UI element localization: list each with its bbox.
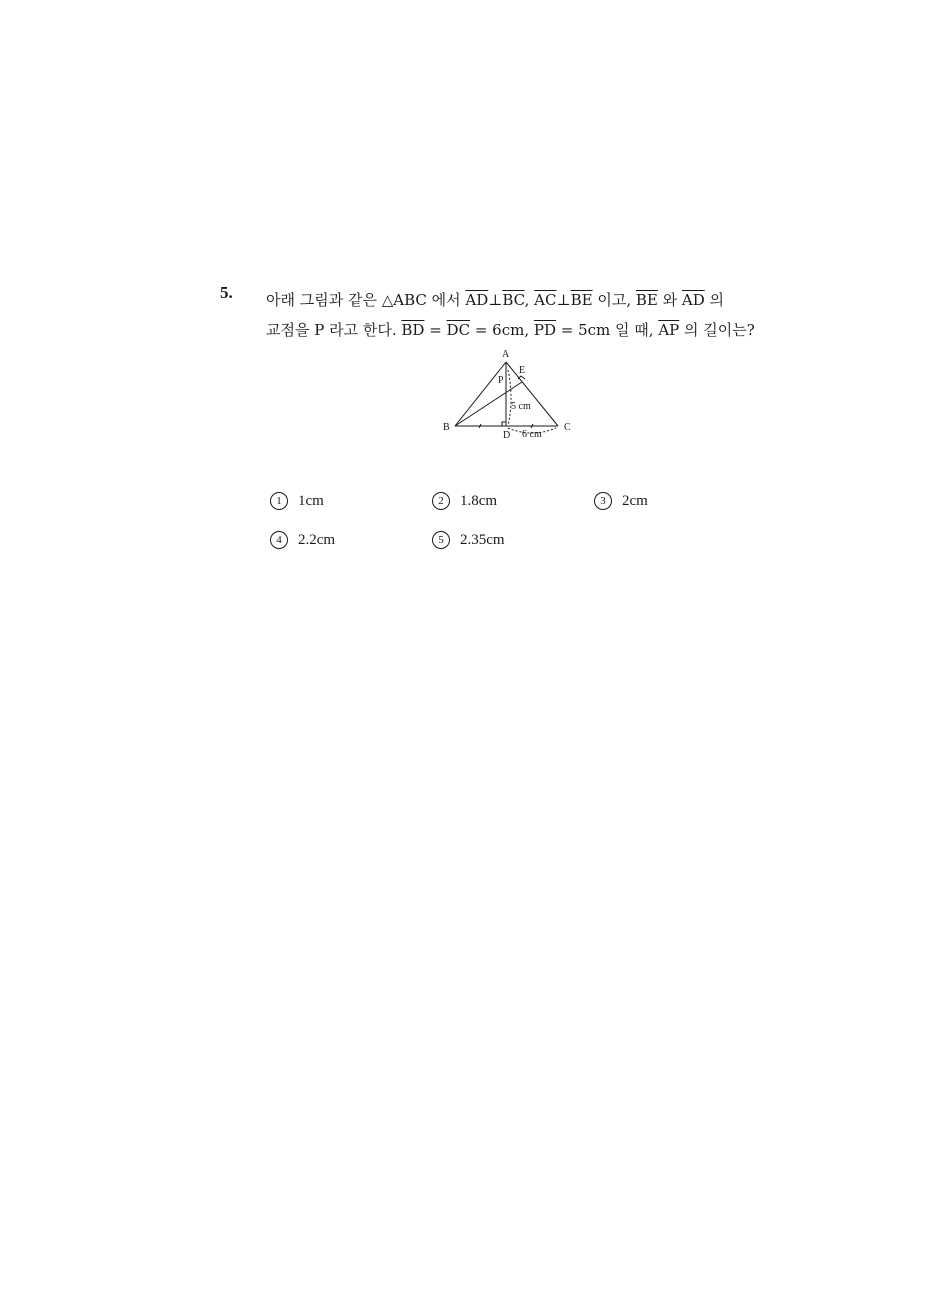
stem-text: = 6cm, — [470, 321, 534, 339]
brace-pd — [508, 370, 511, 426]
stem-text: , — [524, 291, 535, 309]
right-angle-mark-e — [518, 376, 525, 379]
choice-number-circle: 4 — [270, 531, 288, 549]
side-ab — [455, 362, 506, 426]
segment-ad: $\overline{AD}$ — [465, 291, 489, 309]
segment-ad: $\overline{AD}$ — [681, 291, 705, 309]
segment-ac: $\overline{AC}$ — [534, 291, 557, 309]
length-label-dc: 6 cm — [522, 429, 542, 440]
stem-text: = 5cm 일 때, — [556, 321, 659, 339]
question-number: 5. — [220, 283, 233, 302]
choice-text: 2cm — [622, 493, 648, 509]
choice-5[interactable] — [432, 531, 505, 549]
segment-be: $\overline{BE}$ — [635, 291, 658, 309]
stem-text: 와 — [657, 291, 682, 309]
point-label-p: P — [498, 375, 504, 386]
right-angle-mark-d — [502, 422, 506, 426]
point-label-d: D — [503, 430, 511, 441]
choice-number-circle: 1 — [270, 492, 288, 510]
stem-text: 의 길이는? — [679, 321, 755, 339]
segment-ap: $\overline{AP}$ — [658, 321, 680, 339]
stem-text: 이고, — [592, 291, 636, 309]
choice-text: 2.35cm — [460, 532, 505, 548]
length-label-pd: 5 cm — [511, 401, 531, 412]
segment-bd: $\overline{BD}$ — [401, 321, 425, 339]
vertex-label-b: B — [443, 422, 450, 433]
choice-number-circle: 2 — [432, 492, 450, 510]
choice-2[interactable] — [432, 492, 497, 510]
choice-4[interactable] — [270, 531, 335, 549]
vertex-label-a: A — [502, 349, 510, 360]
choice-number-circle: 3 — [594, 492, 612, 510]
perp-symbol: ⊥ — [556, 291, 571, 309]
choice-3[interactable] — [594, 492, 648, 510]
perp-symbol: ⊥ — [488, 291, 503, 309]
stem-text: = — [424, 321, 447, 339]
vertex-label-e: E — [519, 365, 526, 376]
choice-number-circle: 5 — [432, 531, 450, 549]
stem-text: 교점을 P 라고 한다. — [266, 321, 402, 339]
choice-text: 2.2cm — [298, 532, 336, 548]
segment-be: $\overline{BE}$ — [570, 291, 593, 309]
choice-1[interactable] — [270, 492, 324, 510]
choice-text: 1.8cm — [460, 493, 498, 509]
segment-pd: $\overline{PD}$ — [533, 321, 556, 339]
side-ac — [506, 362, 558, 426]
segment-bc: $\overline{BC}$ — [502, 291, 525, 309]
stem-line-1 — [266, 285, 756, 315]
triangle-figure — [436, 346, 586, 446]
stem-text: 아래 그림과 같은 △ABC 에서 — [266, 291, 466, 309]
vertex-label-c: C — [564, 422, 571, 433]
choice-text: 1cm — [298, 493, 324, 509]
question-stem — [266, 285, 756, 345]
segment-dc: $\overline{DC}$ — [446, 321, 471, 339]
stem-line-2 — [266, 315, 756, 345]
stem-text: 의 — [704, 291, 725, 309]
